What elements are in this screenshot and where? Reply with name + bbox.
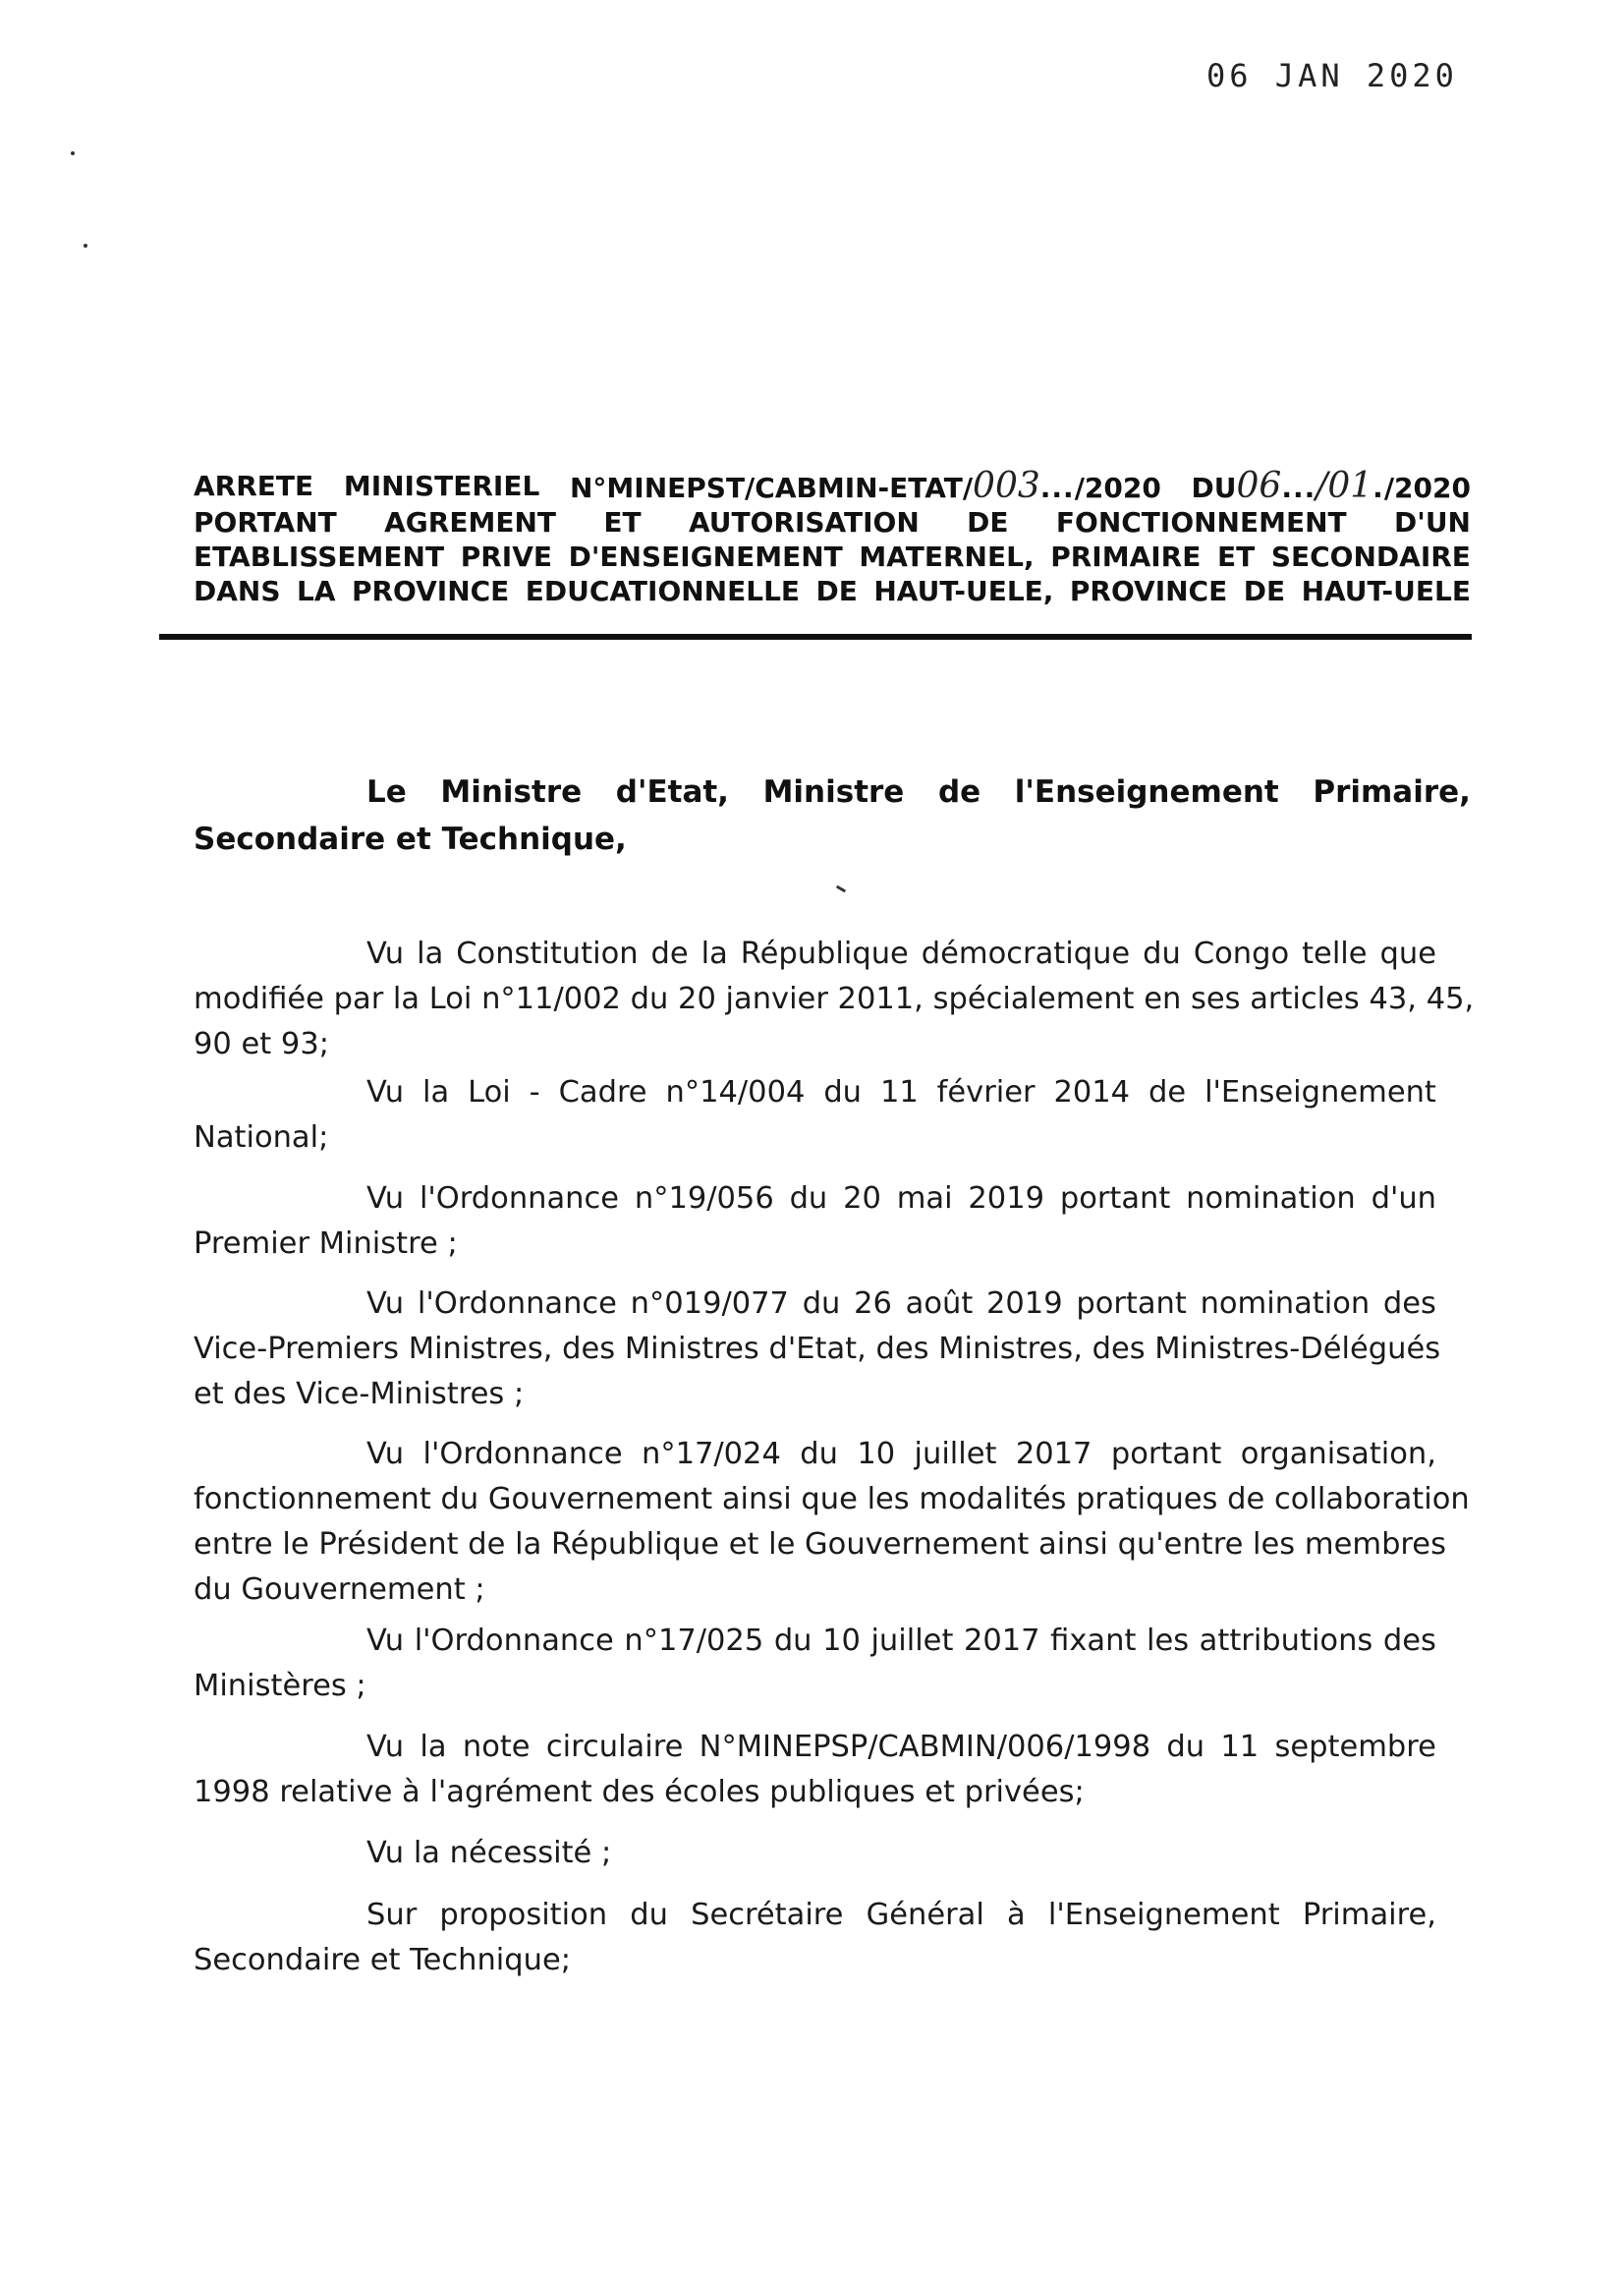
paragraph-word: Vu [366, 1624, 405, 1658]
minister-title [194, 769, 1471, 863]
decree-heading [194, 466, 1471, 608]
heading-word: D'ENSEIGNEMENT [568, 541, 843, 573]
date-stamp: 06 JAN 2020 [1206, 57, 1458, 94]
paragraph-word: du [823, 1075, 863, 1110]
heading-word: EDUCATIONNELLE [525, 575, 801, 607]
consideration-paragraph [194, 1893, 1436, 1983]
paragraph-word: la [422, 1075, 450, 1110]
heading-word: MINISTERIEL [343, 470, 540, 502]
paragraph-word: 2017 [1015, 1437, 1092, 1471]
paragraph-first-line [194, 1282, 1436, 1327]
heading-word: HAUT-UELE [1301, 575, 1471, 607]
paragraph-word: 20 [843, 1181, 881, 1216]
paragraph-first-line [194, 1725, 1436, 1770]
paragraph-word: du [1166, 1730, 1205, 1764]
title-word: l'Enseignement [1014, 774, 1279, 810]
heading-word: ET [603, 506, 642, 539]
heading-word: DE [1243, 575, 1286, 607]
date-year: /2020 [1383, 472, 1471, 504]
paragraph-word: Vu [366, 1437, 405, 1471]
paragraph-word: fixant [1050, 1624, 1137, 1658]
paragraph-word: Vu [366, 1730, 405, 1764]
fill-dots: . [1372, 472, 1384, 504]
paragraph-word: du [800, 1437, 838, 1471]
title-word: Ministre [440, 774, 583, 810]
heading-word: DE [967, 506, 1009, 539]
consideration-paragraph [194, 1432, 1470, 1613]
consideration-paragraph [194, 1725, 1436, 1815]
handwritten-day: 06 [1236, 466, 1282, 506]
paragraph-word: note [462, 1730, 531, 1764]
paragraph-word: n°019/077 [630, 1286, 789, 1321]
heading-line-1 [194, 466, 1471, 506]
paragraph-word: Vu [366, 1286, 405, 1321]
paragraph-word: les [1146, 1624, 1190, 1658]
paragraph-word: que [1379, 937, 1436, 971]
paragraph-word: 2019 [986, 1286, 1063, 1321]
scan-speck [71, 151, 75, 155]
paragraph-line: du Gouvernement ; [194, 1572, 485, 1607]
paragraph-word: du [1143, 937, 1181, 971]
paragraph-word: des [1382, 1286, 1436, 1321]
fill-dots: ... [1281, 472, 1316, 504]
paragraph-word: 2017 [963, 1624, 1040, 1658]
heading-word: PORTANT [194, 506, 337, 539]
paragraph-word: du [789, 1181, 828, 1216]
paragraph-word: nomination [1200, 1286, 1371, 1321]
paragraph-word: l'Enseignement [1047, 1898, 1280, 1932]
paragraph-word: attributions [1199, 1624, 1373, 1658]
paragraph-word: mai [896, 1181, 953, 1216]
consideration-paragraph [194, 1619, 1436, 1709]
paragraph-first-line [194, 1176, 1436, 1222]
heading-word: MATERNEL, [859, 541, 1035, 573]
paragraph-word: la [420, 1730, 447, 1764]
paragraph-word: Cadre [558, 1075, 647, 1110]
paragraph-word: la [417, 937, 444, 971]
heading-word: AGREMENT [384, 506, 556, 539]
title-word: d'Etat, [615, 774, 729, 810]
heading-word: DANS [194, 575, 281, 607]
paragraph-line: et des Vice-Ministres ; [194, 1377, 525, 1411]
handwritten-decree-number: 003 [973, 466, 1040, 506]
paragraph-word: n°19/056 [634, 1181, 774, 1216]
paragraph-word: 2014 [1053, 1075, 1131, 1110]
paragraph-first-line [194, 1893, 1436, 1938]
paragraph-word: 10 [857, 1437, 896, 1471]
paragraph-first-line [194, 1070, 1436, 1115]
heading-word: PRIVE [460, 541, 552, 573]
paragraph-line: 1998 relative à l'agrément des écoles publiques et privées; [194, 1775, 1085, 1809]
paragraph-word: du [630, 1898, 668, 1932]
paragraph-word: 11 [1220, 1730, 1260, 1764]
consideration-paragraph [194, 932, 1475, 1067]
paragraph-word: proposition [439, 1898, 608, 1932]
scan-speck [84, 244, 87, 248]
paragraph-word: de [1148, 1075, 1187, 1110]
heading-word: FONCTIONNEMENT [1055, 506, 1347, 539]
paragraph-word: de [650, 937, 689, 971]
paragraph-word: juillet [914, 1437, 997, 1471]
paragraph-word: des [1382, 1624, 1436, 1658]
paragraph-word: Général [866, 1898, 984, 1932]
heading-underline [159, 634, 1472, 640]
heading-word: ET [1216, 541, 1256, 573]
heading-word: ETABLISSEMENT [194, 541, 445, 573]
paragraph-word: organisation, [1240, 1437, 1436, 1471]
paragraph-word: Congo [1193, 937, 1290, 971]
paragraph-word: l'Ordonnance [422, 1437, 623, 1471]
heading-word: PROVINCE [351, 575, 510, 607]
heading-word: PROVINCE [1069, 575, 1228, 607]
paragraph-word: n°14/004 [665, 1075, 806, 1110]
paragraph-word: la [700, 937, 728, 971]
paragraph-word: portant [1076, 1286, 1187, 1321]
paragraph-first-line [194, 1432, 1436, 1477]
paragraph-word: août [905, 1286, 974, 1321]
paragraph-word: d'un [1371, 1181, 1436, 1216]
title-word: Ministre [762, 774, 905, 810]
paragraph-word: Constitution [456, 937, 639, 971]
paragraph-word: 26 [854, 1286, 892, 1321]
paragraph-word: Secrétaire [691, 1898, 844, 1932]
heading-word: HAUT-UELE, [873, 575, 1054, 607]
paragraph-word: du [773, 1624, 812, 1658]
heading-line-3 [194, 540, 1471, 574]
heading-word: DE [815, 575, 858, 607]
paragraph-word: Vu [366, 1181, 405, 1216]
consideration-paragraph [194, 1282, 1441, 1417]
handwritten-month: /01 [1316, 466, 1373, 506]
paragraph-word: Sur [366, 1898, 418, 1932]
decree-reference [569, 466, 1161, 506]
minister-title-line-2: Secondaire et Technique, [194, 822, 627, 857]
paragraph-word: nomination [1186, 1181, 1356, 1216]
paragraph-word: 11 [879, 1075, 919, 1110]
paragraph-word: l'Ordonnance [417, 1286, 617, 1321]
heading-line-4 [194, 574, 1471, 608]
paragraph-word: Loi [468, 1075, 511, 1110]
title-word: de [937, 774, 981, 810]
heading-word: PRIMAIRE [1050, 541, 1202, 573]
paragraph-first-line [194, 1619, 1436, 1664]
heading-word: LA [296, 575, 336, 607]
paragraph-word: Vu [366, 1075, 405, 1110]
paragraph-word: l'Ordonnance [414, 1624, 614, 1658]
paragraph-line: Premier Ministre ; [194, 1226, 458, 1261]
paragraph-line: Vu la nécessité ; [366, 1836, 612, 1870]
paragraph-word: du [802, 1286, 841, 1321]
paragraph-word: circulaire [545, 1730, 684, 1764]
paragraph-word: portant [1110, 1437, 1222, 1471]
heading-word: SECONDAIRE [1270, 541, 1471, 573]
paragraph-word: l'Enseignement [1204, 1075, 1436, 1110]
consideration-paragraph [194, 1831, 1436, 1876]
paragraph-word: février [936, 1075, 1036, 1110]
paragraph-word: juillet [870, 1624, 954, 1658]
scan-mark [836, 885, 846, 893]
paragraph-word: 2019 [968, 1181, 1045, 1216]
paragraph-line: Vice-Premiers Ministres, des Ministres d'Etat, des Ministres, des Ministres-Délégués [194, 1332, 1441, 1366]
paragraph-word: Primaire, [1302, 1898, 1436, 1932]
paragraph-word: l'Ordonnance [419, 1181, 620, 1216]
paragraph-line: 90 et 93; [194, 1027, 330, 1061]
fill-dots: ... [1039, 472, 1075, 504]
paragraph-word: à [1007, 1898, 1026, 1932]
paragraph-word: Vu [366, 937, 405, 971]
heading-word: D'UN [1394, 506, 1471, 539]
title-word: Le [366, 774, 407, 810]
heading-word: N°MINEPST/CABMIN-ETAT/ [569, 472, 974, 504]
paragraph-line: modifiée par la Loi n°11/002 du 20 janvier 2011, spécialement en ses articles 43, 45, [194, 982, 1475, 1016]
minister-title-line-1 [194, 769, 1471, 816]
paragraph-word: septembre [1274, 1730, 1436, 1764]
consideration-paragraph [194, 1070, 1436, 1161]
paragraph-word: République [740, 937, 909, 971]
paragraph-line: fonctionnement du Gouvernement ainsi que les modalités pratiques de collaboration [194, 1482, 1470, 1516]
paragraph-word: n°17/025 [624, 1624, 764, 1658]
paragraph-line: entre le Président de la République et le Gouvernement ainsi qu'entre les membres [194, 1527, 1446, 1562]
heading-word: AUTORISATION [688, 506, 920, 539]
title-word: Primaire, [1313, 774, 1471, 810]
paragraph-first-line [194, 932, 1436, 977]
heading-word: ARRETE [194, 470, 314, 502]
paragraph-word: n°17/024 [641, 1437, 781, 1471]
paragraph-word: 10 [822, 1624, 861, 1658]
decree-date [1191, 466, 1471, 506]
consideration-paragraph [194, 1176, 1436, 1267]
paragraph-word: N°MINEPSP/CABMIN/006/1998 [699, 1730, 1151, 1764]
paragraph-word: telle [1302, 937, 1368, 971]
paragraph-word: démocratique [921, 937, 1131, 971]
heading-line-2 [194, 505, 1471, 540]
heading-word: DU [1191, 472, 1237, 504]
paragraph-word: - [529, 1075, 540, 1110]
paragraph-line: National; [194, 1120, 329, 1155]
paragraph-line: Ministères ; [194, 1669, 366, 1703]
paragraph-line: Secondaire et Technique; [194, 1943, 572, 1977]
decree-year: /2020 [1074, 472, 1161, 504]
paragraph-word: portant [1059, 1181, 1171, 1216]
